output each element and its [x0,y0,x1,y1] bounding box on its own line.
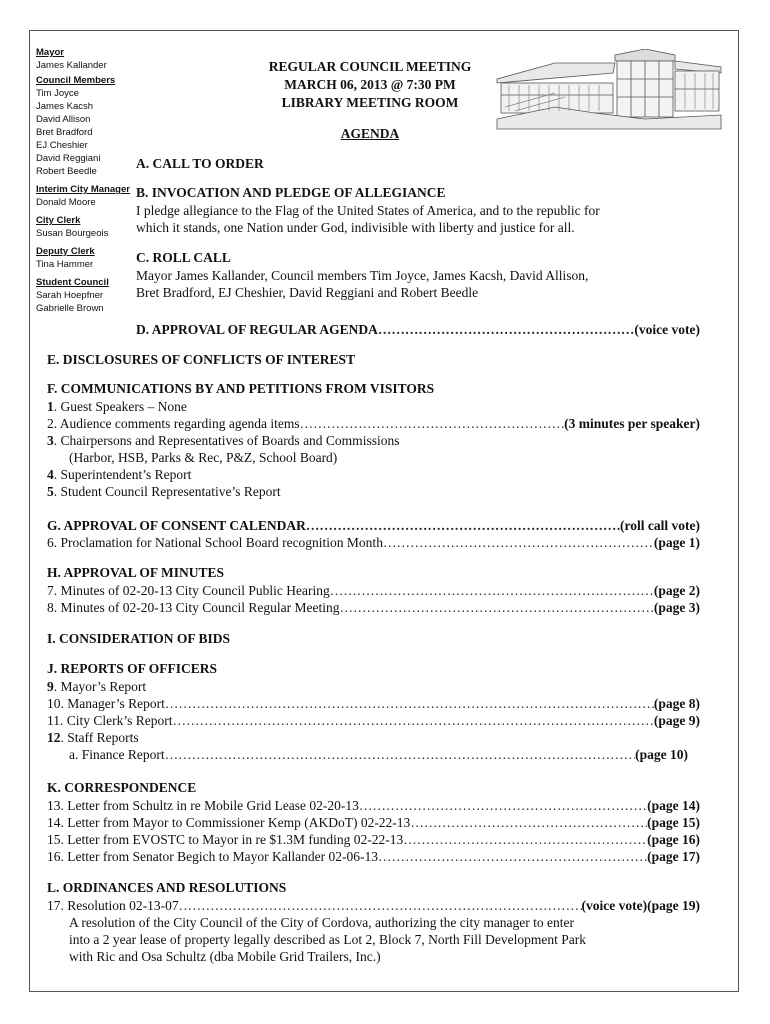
section-i [47,630,230,648]
roll-call-line: Mayor James Kallander, Council members Tim Joyce, James Kacsh, David Allison, [136,268,589,283]
dot-leader [173,712,654,729]
agenda-item: 10. Manager’s Report ……………………………………………………………………………………………………………………………………………………………………………………………………………………… (page 8) [47,695,700,712]
agenda-item: 17. Resolution 02-13-07 ……………………………………………………………………………………………………………………………………………………………………………………………………………………… (voice vote)(page 19) [47,897,700,914]
resolution-text-line: into a 2 year lease of property legally described as Lot 2, Block 7, North Fill Development Park [69,932,586,947]
section-c [136,249,696,301]
dot-leader [306,517,620,534]
meeting-date: MARCH 06, 2013 @ 7:30 PM [284,77,456,92]
clerk-name: Susan Bourgeois [36,228,109,239]
section-l [47,879,700,965]
section-heading: F. COMMUNICATIONS BY AND PETITIONS FROM VISITORS [47,381,435,396]
agenda-item: 13. Letter from Schultz in re Mobile Grid Lease 02-20-13 ……………………………………………………………………………………………………………………………………………………………………………………………………………………… (page 14) [47,797,700,814]
agenda-item: 1. Guest Speakers – None [47,399,187,414]
dot-leader [378,321,635,338]
section-h [47,564,700,616]
council-member: Bret Bradford [36,127,93,138]
resolution-text-line: with Ric and Osa Schultz (dba Mobile Grid Trailers, Inc.) [69,949,381,964]
agenda-line: G. APPROVAL OF CONSENT CALENDAR ……………………………………………………………………………………………………………………………………………………………………………………………………………………… (roll call vote) [47,517,700,534]
resolution-text-line: A resolution of the City Council of the City of Cordova, authorizing the city manager to enter [69,915,575,930]
student-member: Sarah Hoepfner [36,290,104,301]
section-heading: E. DISCLOSURES OF CONFLICTS OF INTEREST [47,352,356,367]
vote-type: (voice vote) [634,322,700,337]
agenda-item: 16. Letter from Senator Begich to Mayor Kallander 02-06-13 ……………………………………………………………………………………………………………………………………………………………………………………………………………………… (page 17) [47,848,700,865]
deputy-name: Tina Hammer [36,259,94,270]
city-hall-building-image [495,49,723,131]
section-heading: D. APPROVAL OF REGULAR AGENDA [136,322,378,337]
section-b [136,184,696,236]
section-k [47,779,700,865]
meeting-title: REGULAR COUNCIL MEETING [268,59,472,74]
council-member: Robert Beedle [36,166,97,177]
council-heading: Council Members [36,75,116,86]
mayor-heading: Mayor [36,47,64,58]
agenda-item: 5. Student Council Representative’s Report [47,484,281,499]
manager-heading: Interim City Manager [36,184,130,195]
student-member: Gabrielle Brown [36,303,104,314]
section-f [47,380,700,500]
section-heading: C. ROLL CALL [136,250,231,265]
section-heading: B. INVOCATION AND PLEDGE OF ALLEGIANCE [136,185,446,200]
council-member: Tim Joyce [36,88,79,99]
agenda-line [136,321,700,338]
dot-leader [300,415,564,432]
section-heading: J. REPORTS OF OFFICERS [47,661,218,676]
dot-leader [339,599,653,616]
meeting-header [250,58,490,112]
meeting-location: LIBRARY MEETING ROOM [281,95,459,110]
dot-leader [403,831,647,848]
dot-leader [359,797,647,814]
dot-leader [165,746,636,763]
agenda-item: 4. Superintendent’s Report [47,467,192,482]
student-heading: Student Council [36,277,109,288]
deputy-heading: Deputy Clerk [36,246,95,257]
council-member: David Reggiani [36,153,101,164]
section-heading: H. APPROVAL OF MINUTES [47,565,225,580]
dot-leader [378,848,647,865]
council-member: David Allison [36,114,91,125]
dot-leader [330,582,654,599]
section-e [47,351,355,369]
agenda-item: 11. City Clerk’s Report ……………………………………………………………………………………………………………………………………………………………………………………………………………………… (page 9) [47,712,700,729]
pledge-text-line: I pledge allegiance to the Flag of the United States of America, and to the republic for [136,203,600,218]
agenda-item: 2. Audience comments regarding agenda items ……………………………………………………………………………………………………………………………………………………………………………………………………………………… (3 minutes per speaker) [47,415,700,432]
agenda-item: 3. Chairpersons and Representatives of Boards and Commissions [47,433,400,448]
roll-call-line: Bret Bradford, EJ Cheshier, David Reggiani and Robert Beedle [136,285,479,300]
dot-leader [179,897,582,914]
section-j [47,660,700,763]
dot-leader [165,695,654,712]
council-member: EJ Cheshier [36,140,88,151]
manager-name: Donald Moore [36,197,96,208]
pledge-text-line: which it stands, one Nation under God, indivisible with liberty and justice for all. [136,220,575,235]
agenda-title: AGENDA [340,126,400,141]
dot-leader [383,534,654,551]
agenda-page [29,30,739,992]
section-heading: K. CORRESPONDENCE [47,780,197,795]
section-a [136,155,264,173]
agenda-item: 9. Mayor’s Report [47,679,147,694]
agenda-item: 14. Letter from Mayor to Commissioner Kemp (AKDoT) 02-22-13 ……………………………………………………………………………………………………………………………………………………………………………………………………………………… (page 15) [47,814,700,831]
agenda-item: 6. Proclamation for National School Board recognition Month ……………………………………………………………………………………………………………………………………………………………………………………………………………………… (page 1) [47,534,700,551]
agenda-subitem: (Harbor, HSB, Parks & Rec, P&Z, School Board) [69,450,338,465]
section-heading: G. APPROVAL OF CONSENT CALENDAR [47,518,306,533]
section-g [47,517,700,551]
dot-leader [410,814,647,831]
section-heading: L. ORDINANCES AND RESOLUTIONS [47,880,287,895]
agenda-item: 12. Staff Reports [47,730,139,745]
section-heading: I. CONSIDERATION OF BIDS [47,631,231,646]
council-member: James Kacsh [36,101,94,112]
section-heading: A. CALL TO ORDER [136,156,264,171]
clerk-heading: City Clerk [36,215,81,226]
agenda-item: 8. Minutes of 02-20-13 City Council Regular Meeting ……………………………………………………………………………………………………………………………………………………………………………………………………………………… (page 3) [47,599,700,616]
section-d [136,321,700,338]
agenda-item: 15. Letter from EVOSTC to Mayor in re $1.3M funding 02-22-13 ……………………………………………………………………………………………………………………………………………………………………………………………………………………… (page 16) [47,831,700,848]
mayor-name: James Kallander [36,60,107,71]
agenda-subitem: a. Finance Report ……………………………………………………………………………………………………………………………………………………………………………………………………………………… (page 10) [47,746,700,763]
agenda-item: 7. Minutes of 02-20-13 City Council Public Hearing ……………………………………………………………………………………………………………………………………………………………………………………………………………………… (page 2) [47,582,700,599]
